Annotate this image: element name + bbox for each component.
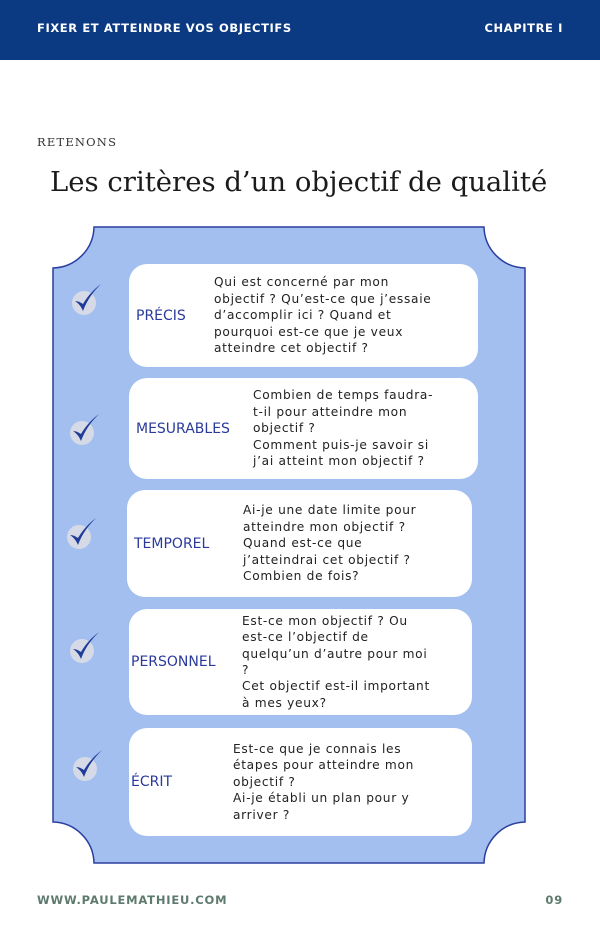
page-title: Les critères d’un objectif de qualité: [50, 166, 548, 198]
criterion-card: [129, 728, 472, 836]
criterion-card: [129, 264, 478, 367]
checkmark-icon: [70, 282, 104, 316]
criterion-description: Est-ce mon objectif ? Ou est-ce l’objectif de quelqu’un d’autre pour moi ? Cet objectif est-il important à mes yeux?: [242, 613, 430, 710]
criterion-label: ÉCRIT: [131, 774, 173, 790]
footer-website: WWW.PAULEMATHIEU.COM: [37, 893, 228, 907]
criterion-description: Est-ce que je connais les étapes pour atteindre mon objectif ? Ai-je établi un plan pour y arriver ?: [233, 741, 415, 822]
criterion-description: Qui est concerné par mon objectif ? Qu’est-ce que j’essaie d’accomplir ici ? Quand et pourquoi est-ce que je veux atteindre cet objectif ?: [214, 275, 432, 356]
page-number: 09: [545, 893, 563, 907]
criterion-card: [129, 378, 478, 479]
checkmark-icon: [71, 748, 105, 782]
criterion-label: MESURABLES: [136, 420, 230, 437]
criterion-label: TEMPOREL: [134, 535, 210, 552]
criterion-label: PRÉCIS: [136, 307, 186, 324]
criterion-description: Ai-je une date limite pour atteindre mon objectif ? Quand est-ce que j’atteindrai cet objectif ? Combien de fois?: [243, 503, 417, 584]
criterion-description: Combien de temps faudra- t-il pour atteindre mon objectif ? Comment puis-je savoir si j’ai atteint mon objectif ?: [253, 388, 434, 469]
section-kicker: RETENONS: [37, 135, 118, 149]
checkmark-icon: [68, 630, 102, 664]
criterion-card: [127, 490, 472, 597]
criteria-panel: [52, 226, 526, 864]
header-title: FIXER ET ATTEINDRE VOS OBJECTIFS: [37, 21, 292, 35]
checkmark-icon: [65, 516, 99, 550]
criterion-card: [129, 609, 472, 715]
checkmark-icon: [68, 412, 102, 446]
criterion-label: PERSONNEL: [131, 654, 216, 670]
header-chapter: CHAPITRE I: [484, 21, 563, 35]
page-header: [0, 0, 600, 60]
